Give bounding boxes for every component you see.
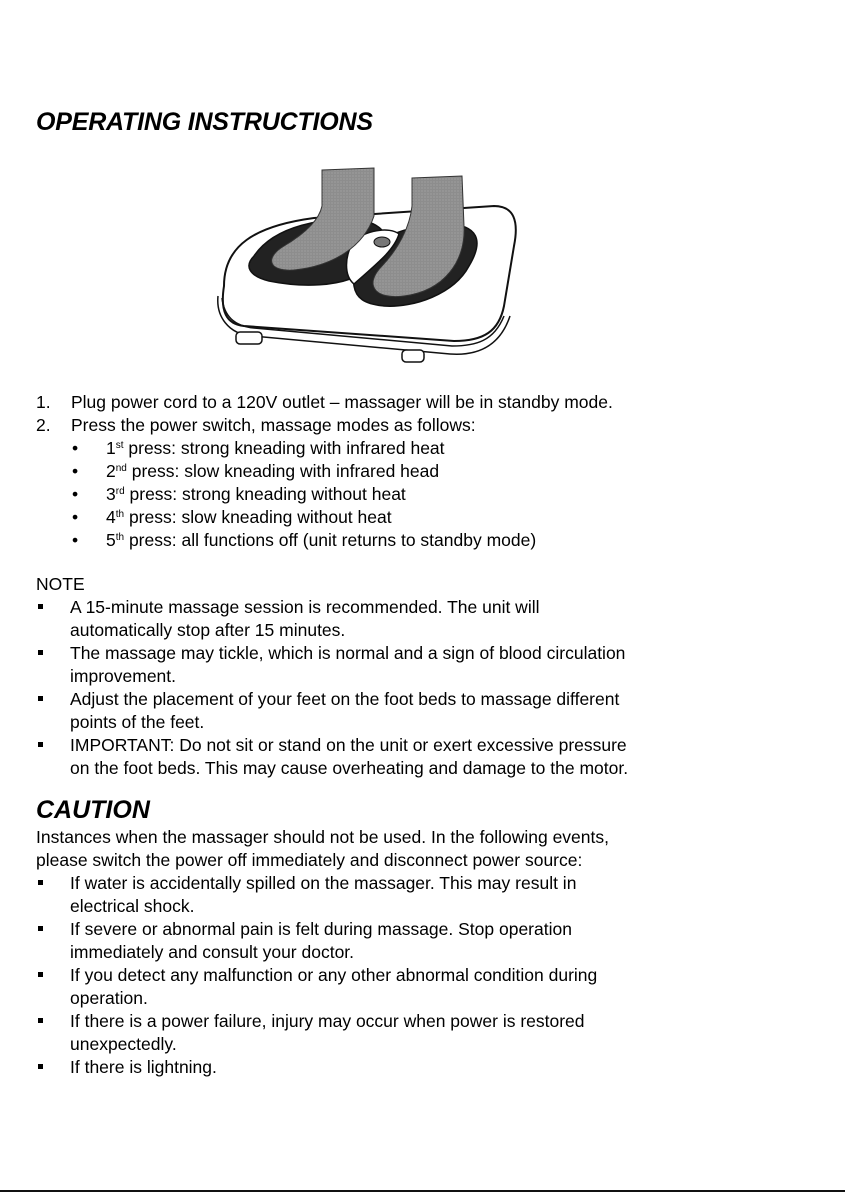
square-bullet-icon: [38, 1064, 43, 1069]
bullet-icon: •: [72, 461, 79, 481]
mode-text: 5th press: all functions off (unit returns to standby mode): [106, 530, 537, 550]
mode-text: 2nd press: slow kneading with infrared head: [106, 461, 440, 481]
note-title: NOTE: [36, 574, 85, 594]
square-bullet-icon: [38, 696, 43, 701]
square-bullet-icon: [38, 1018, 43, 1023]
step-number: 2.: [36, 415, 51, 435]
mode-text: 3rd press: strong kneading without heat: [106, 484, 406, 504]
page-title: OPERATING INSTRUCTIONS: [36, 108, 373, 136]
mode-text: 4th press: slow kneading without heat: [106, 507, 392, 527]
square-bullet-icon: [38, 604, 43, 609]
caution-heading: CAUTION: [36, 796, 150, 824]
square-bullet-icon: [38, 926, 43, 931]
foot-massager-illustration: [214, 166, 524, 366]
bullet-icon: •: [72, 507, 79, 527]
mode-text: 1st press: strong kneading with infrared heat: [106, 438, 445, 458]
bullet-icon: •: [72, 438, 79, 458]
square-bullet-icon: [38, 742, 43, 747]
square-bullet-icon: [38, 650, 43, 655]
square-bullet-icon: [38, 880, 43, 885]
step-number: 1.: [36, 392, 51, 412]
step-text: Plug power cord to a 120V outlet – massager will be in standby mode.: [71, 392, 613, 412]
bullet-icon: •: [72, 484, 79, 504]
square-bullet-icon: [38, 972, 43, 977]
bullet-icon: •: [72, 530, 79, 550]
step-text: Press the power switch, massage modes as follows:: [71, 415, 476, 435]
